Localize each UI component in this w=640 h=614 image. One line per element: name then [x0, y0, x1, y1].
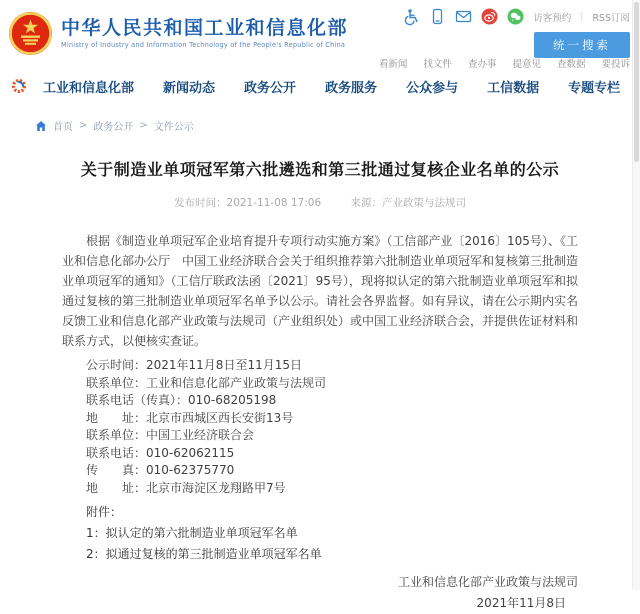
- attachment-link-2[interactable]: 2：拟通过复核的第三批制造业单项冠军名单: [86, 547, 322, 561]
- site-title: 中华人民共和国工业和信息化部: [61, 16, 349, 39]
- info-line-contact-unit-2: 联系单位：中国工业经济联合会: [86, 428, 255, 442]
- quick-link-data[interactable]: 查数据: [556, 59, 586, 70]
- publish-time: 发布时间：2021-11-08 17:06: [174, 197, 322, 209]
- nav-item-home[interactable]: 工业和信息化部: [43, 80, 135, 96]
- info-line-publicity-period: 公示时间：2021年11月8日至11月15日: [86, 358, 302, 372]
- breadcrumb-home[interactable]: 首页: [53, 122, 73, 133]
- breadcrumb-separator: >: [139, 120, 148, 131]
- rss-subscribe-link[interactable]: RSS订阅: [592, 12, 630, 24]
- article-body-paragraph: 根据《制造业单项冠军企业培育提升专项行动实施方案》（工信部产业〔2016〕105号）、《工业和信息化部办公厅 中国工业经济联合会关于组织推荐第六批制造业单项冠军和复核第三批制造业单项冠军的通知》（工信厅联政法函〔2021〕95号），现将拟认定的第六批制造业单项冠军和拟通过复核的第三批制造业单项冠军名单予以公示。请社会各界监督。如有异议，请在公示期内实名反馈工业和信息化部产业政策与法规司（产业组织处）或中国工业经济联合会，并提供佐证材料和联系方式，以便核实查证。: [62, 234, 579, 348]
- weibo-icon[interactable]: [481, 8, 498, 25]
- site-brand[interactable]: [8, 11, 348, 56]
- quick-link-documents[interactable]: 找文件: [423, 59, 452, 70]
- info-line-address-1: 地 址：北京市西城区西长安街13号: [86, 410, 294, 425]
- nav-item-special-topics[interactable]: 专题专栏: [568, 80, 621, 96]
- nav-item-gov-services[interactable]: 政务服务: [325, 80, 378, 96]
- info-line-fax-2: 传 真：010-62375770: [86, 463, 235, 477]
- nav-item-news[interactable]: 新闻动态: [163, 80, 216, 96]
- signature-date: 2021年11月8日: [476, 596, 566, 610]
- info-line-phone-2: 联系电话：010-62062115: [86, 445, 235, 460]
- info-line-phone-fax-1: 联系电话（传真）：010-68205198: [86, 393, 277, 407]
- site-subtitle: Ministry of Industry and Information Technology of the People's Republic of China: [61, 41, 346, 50]
- article-meta: [62, 195, 578, 210]
- visitor-reservation-link[interactable]: 访客预约: [533, 12, 572, 24]
- breadcrumb: [0, 118, 640, 133]
- accessibility-icon[interactable]: [403, 8, 420, 25]
- header-utilities: [403, 8, 630, 58]
- home-icon[interactable]: [35, 120, 47, 132]
- scrollbar-thumb[interactable]: [634, 2, 639, 162]
- brand-text: [61, 18, 348, 50]
- vertical-scrollbar[interactable]: [632, 0, 640, 590]
- national-emblem-icon: [8, 11, 53, 56]
- nav-item-gov-disclosure[interactable]: 政务公开: [244, 80, 297, 96]
- article-source: 来源：产业政策与法规司: [350, 197, 466, 209]
- quick-links-row: [379, 56, 630, 70]
- quick-link-news[interactable]: 看新闻: [378, 59, 408, 70]
- attachment-link-1[interactable]: 1：拟认定的第六批制造业单项冠军名单: [86, 526, 298, 540]
- utility-icon-row: [403, 8, 630, 25]
- mobile-icon[interactable]: [429, 8, 446, 25]
- info-line-address-2: 地 址：北京市海淀区龙翔路甲7号: [86, 480, 286, 495]
- quick-link-services[interactable]: 查办事: [467, 59, 497, 70]
- announcement-article: [0, 157, 640, 614]
- signature-block: [62, 572, 578, 614]
- wechat-icon[interactable]: [507, 8, 524, 25]
- nav-item-miit-data[interactable]: 工信数据: [487, 80, 540, 96]
- breadcrumb-separator: >: [79, 120, 88, 131]
- site-header: [0, 0, 640, 70]
- attachments-label: 附件：: [86, 505, 123, 519]
- main-nav: [0, 70, 640, 102]
- nav-item-public-participation[interactable]: 公众参与: [406, 80, 459, 96]
- attachments-block: [62, 502, 578, 565]
- article-title: 关于制造业单项冠军第六批遴选和第三批通过复核企业名单的公示: [80, 160, 560, 179]
- unified-search-button[interactable]: 统一搜索: [534, 32, 630, 58]
- signature-org: 工业和信息化部产业政策与法规司: [397, 575, 578, 589]
- quick-link-complaint[interactable]: 要投诉: [601, 59, 630, 70]
- quick-link-feedback[interactable]: 提意见: [512, 59, 541, 70]
- info-line-contact-unit-1: 联系单位：工业和信息化部产业政策与法规司: [86, 375, 327, 390]
- breadcrumb-gov-disclosure[interactable]: 政务公开: [93, 122, 134, 133]
- contact-info-block: [62, 357, 578, 497]
- mail-icon[interactable]: [455, 8, 472, 25]
- miit-gear-logo-icon: [10, 77, 28, 95]
- header-divider: |: [580, 11, 584, 22]
- breadcrumb-current: 文件公示: [153, 122, 194, 133]
